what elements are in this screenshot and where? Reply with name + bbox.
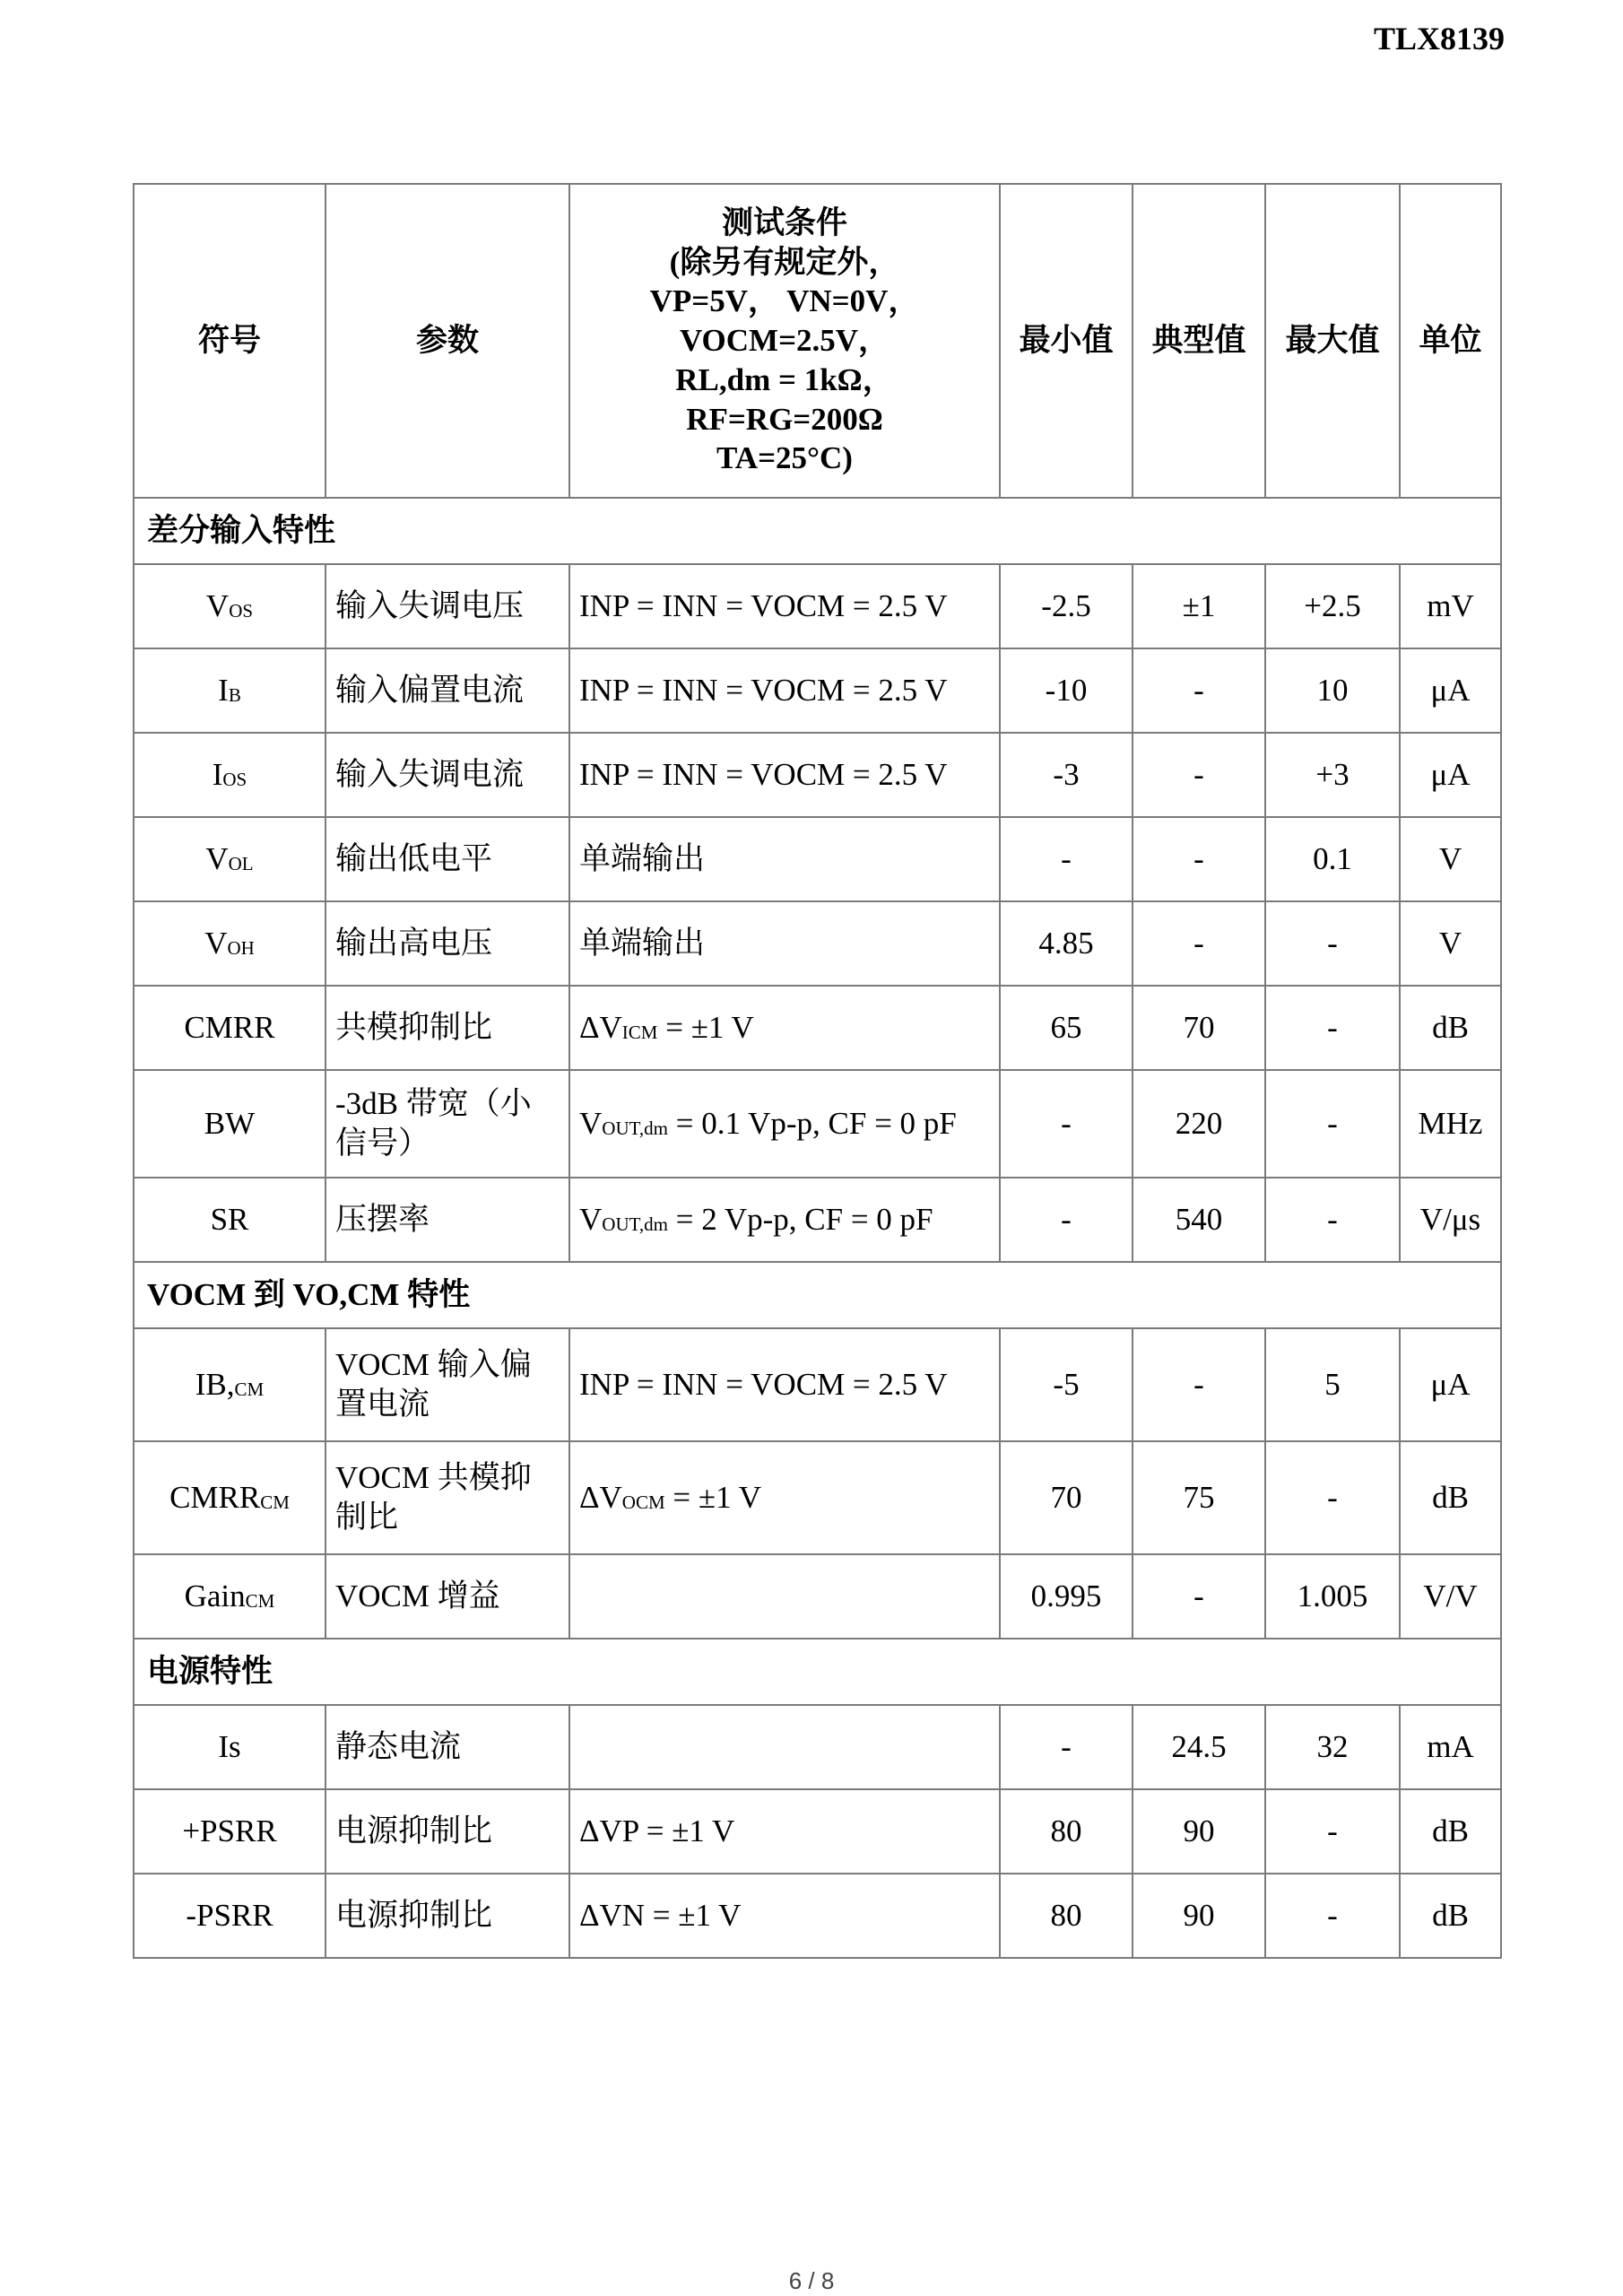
- header-min: 最小值: [1000, 184, 1133, 498]
- symbol-text: -PSRR: [186, 1898, 273, 1934]
- unit-cell: mA: [1400, 1705, 1501, 1789]
- min-cell: -: [1000, 1178, 1133, 1262]
- condition-text: = ±1 V: [664, 1480, 761, 1516]
- typ-cell: -: [1133, 1328, 1265, 1441]
- typ-cell: -: [1133, 1554, 1265, 1639]
- symbol-cell: [134, 733, 325, 817]
- table-row: [134, 1874, 1501, 1958]
- typ-cell: 220: [1133, 1070, 1265, 1178]
- table-row: [134, 986, 1501, 1070]
- unit-cell: dB: [1400, 1789, 1501, 1874]
- cond-line: RF=RG=200Ω: [686, 401, 883, 437]
- typ-cell: -: [1133, 733, 1265, 817]
- param-cell: 输出高电压: [325, 901, 569, 986]
- section-row: [134, 498, 1501, 564]
- condition-subscript: OUT,dm: [602, 1118, 668, 1140]
- table-row: [134, 648, 1501, 733]
- spec-table: [133, 183, 1502, 1959]
- symbol-text: SR: [210, 1202, 249, 1238]
- symbol-cell: [134, 1874, 325, 1958]
- symbol-cell: [134, 817, 325, 901]
- section-title: 差分输入特性: [134, 498, 1501, 564]
- header-max: 最大值: [1265, 184, 1400, 498]
- condition-text: ΔV: [579, 1480, 622, 1516]
- max-cell: 0.1: [1265, 817, 1400, 901]
- min-cell: -10: [1000, 648, 1133, 733]
- unit-cell: dB: [1400, 1441, 1501, 1554]
- condition-cell: 单端输出: [569, 817, 1000, 901]
- table-row: [134, 564, 1501, 648]
- condition-subscript: ICM: [621, 1022, 658, 1044]
- condition-cell: INP = INN = VOCM = 2.5 V: [569, 648, 1000, 733]
- typ-cell: 540: [1133, 1178, 1265, 1262]
- table-row: [134, 1178, 1501, 1262]
- param-cell: 电源抑制比: [325, 1874, 569, 1958]
- symbol-text: Gain: [184, 1578, 246, 1614]
- cond-line: VOCM=2.5V，: [679, 323, 890, 359]
- table-row: [134, 1789, 1501, 1874]
- unit-cell: μA: [1400, 1328, 1501, 1441]
- symbol-cell: [134, 1441, 325, 1554]
- section-row: [134, 1262, 1501, 1328]
- condition-cell: [569, 1705, 1000, 1789]
- typ-cell: 75: [1133, 1441, 1265, 1554]
- cond-line: 测试条件: [721, 204, 847, 240]
- symbol-cell: [134, 1328, 325, 1441]
- symbol-subscript: CM: [260, 1492, 290, 1514]
- condition-cell: [569, 986, 1000, 1070]
- symbol-text: I: [212, 757, 223, 793]
- cond-line: (除另有规定外，: [669, 244, 900, 280]
- max-cell: -: [1265, 1070, 1400, 1178]
- typ-cell: 90: [1133, 1789, 1265, 1874]
- symbol-text: Is: [218, 1729, 241, 1765]
- section-title: VOCM 到 VO,CM 特性: [134, 1262, 1501, 1328]
- max-cell: 10: [1265, 648, 1400, 733]
- min-cell: -5: [1000, 1328, 1133, 1441]
- condition-cell: [569, 1178, 1000, 1262]
- max-cell: 32: [1265, 1705, 1400, 1789]
- param-cell: -3dB 带宽（小信号）: [325, 1070, 569, 1178]
- min-cell: 0.995: [1000, 1554, 1133, 1639]
- param-cell: 输入偏置电流: [325, 648, 569, 733]
- unit-cell: dB: [1400, 986, 1501, 1070]
- param-cell: VOCM 输入偏置电流: [325, 1328, 569, 1441]
- unit-cell: MHz: [1400, 1070, 1501, 1178]
- condition-cell: INP = INN = VOCM = 2.5 V: [569, 733, 1000, 817]
- symbol-text: +PSRR: [182, 1813, 277, 1849]
- min-cell: -: [1000, 817, 1133, 901]
- param-cell: 静态电流: [325, 1705, 569, 1789]
- unit-cell: mV: [1400, 564, 1501, 648]
- max-cell: 1.005: [1265, 1554, 1400, 1639]
- table-row: [134, 733, 1501, 817]
- table-row: [134, 1070, 1501, 1178]
- header-typ: 典型值: [1133, 184, 1265, 498]
- condition-cell: INP = INN = VOCM = 2.5 V: [569, 564, 1000, 648]
- symbol-text: V: [205, 841, 229, 877]
- max-cell: -: [1265, 901, 1400, 986]
- condition-cell: [569, 1070, 1000, 1178]
- unit-cell: μA: [1400, 733, 1501, 817]
- symbol-cell: [134, 901, 325, 986]
- param-cell: VOCM 增益: [325, 1554, 569, 1639]
- table-row: [134, 1554, 1501, 1639]
- max-cell: -: [1265, 1874, 1400, 1958]
- symbol-cell: [134, 1789, 325, 1874]
- typ-cell: 24.5: [1133, 1705, 1265, 1789]
- unit-cell: V: [1400, 817, 1501, 901]
- param-cell: 输出低电平: [325, 817, 569, 901]
- symbol-cell: [134, 1705, 325, 1789]
- table-row: [134, 1328, 1501, 1441]
- symbol-text: BW: [204, 1106, 256, 1142]
- condition-cell: ΔVP = ±1 V: [569, 1789, 1000, 1874]
- header-test-conditions: [569, 184, 1000, 498]
- header-row: [134, 184, 1501, 498]
- symbol-cell: [134, 648, 325, 733]
- param-cell: 共模抑制比: [325, 986, 569, 1070]
- symbol-subscript: OS: [222, 769, 247, 791]
- typ-cell: ±1: [1133, 564, 1265, 648]
- table-row: [134, 901, 1501, 986]
- min-cell: 4.85: [1000, 901, 1133, 986]
- max-cell: +3: [1265, 733, 1400, 817]
- symbol-cell: [134, 1070, 325, 1178]
- min-cell: -2.5: [1000, 564, 1133, 648]
- param-cell: 输入失调电压: [325, 564, 569, 648]
- symbol-subscript: OH: [227, 937, 255, 960]
- condition-cell: ΔVN = ±1 V: [569, 1874, 1000, 1958]
- typ-cell: 90: [1133, 1874, 1265, 1958]
- symbol-subscript: B: [228, 684, 241, 707]
- typ-cell: 70: [1133, 986, 1265, 1070]
- unit-cell: V/μs: [1400, 1178, 1501, 1262]
- max-cell: -: [1265, 1789, 1400, 1874]
- table-row: [134, 817, 1501, 901]
- symbol-text: IB,: [195, 1367, 235, 1403]
- symbol-subscript: CM: [245, 1590, 275, 1613]
- table-row: [134, 1705, 1501, 1789]
- unit-cell: dB: [1400, 1874, 1501, 1958]
- param-cell: 压摆率: [325, 1178, 569, 1262]
- unit-cell: V/V: [1400, 1554, 1501, 1639]
- cond-line: VP=5V， VN=0V，: [649, 283, 920, 319]
- header-unit: 单位: [1400, 184, 1501, 498]
- condition-cell: [569, 1554, 1000, 1639]
- param-cell: 电源抑制比: [325, 1789, 569, 1874]
- document-code: TLX8139: [1373, 21, 1505, 57]
- symbol-subscript: CM: [234, 1378, 265, 1401]
- param-cell: 输入失调电流: [325, 733, 569, 817]
- condition-text: V: [579, 1202, 603, 1238]
- condition-text: = 2 Vp-p, CF = 0 pF: [667, 1202, 933, 1238]
- typ-cell: -: [1133, 901, 1265, 986]
- symbol-cell: [134, 1554, 325, 1639]
- symbol-subscript: OL: [228, 853, 254, 875]
- symbol-text: CMRR: [169, 1480, 261, 1516]
- typ-cell: -: [1133, 648, 1265, 733]
- min-cell: -: [1000, 1705, 1133, 1789]
- condition-subscript: OCM: [621, 1492, 665, 1514]
- condition-text: ΔV: [579, 1010, 622, 1046]
- symbol-subscript: OS: [229, 600, 254, 622]
- max-cell: -: [1265, 986, 1400, 1070]
- min-cell: 80: [1000, 1874, 1133, 1958]
- condition-cell: [569, 1441, 1000, 1554]
- condition-text: = ±1 V: [657, 1010, 754, 1046]
- min-cell: -: [1000, 1070, 1133, 1178]
- unit-cell: μA: [1400, 648, 1501, 733]
- section-row: [134, 1639, 1501, 1705]
- symbol-text: V: [205, 588, 230, 624]
- condition-text: = 0.1 Vp-p, CF = 0 pF: [667, 1106, 957, 1142]
- min-cell: 65: [1000, 986, 1133, 1070]
- max-cell: -: [1265, 1441, 1400, 1554]
- max-cell: +2.5: [1265, 564, 1400, 648]
- symbol-text: CMRR: [184, 1010, 275, 1046]
- unit-cell: V: [1400, 901, 1501, 986]
- header-param: 参数: [325, 184, 569, 498]
- typ-cell: -: [1133, 817, 1265, 901]
- section-title: 电源特性: [134, 1639, 1501, 1705]
- cond-line: RL,dm = 1kΩ，: [675, 361, 894, 397]
- page-number: 6 / 8: [788, 2267, 835, 2294]
- min-cell: -3: [1000, 733, 1133, 817]
- symbol-cell: [134, 986, 325, 1070]
- condition-cell: INP = INN = VOCM = 2.5 V: [569, 1328, 1000, 1441]
- symbol-text: I: [218, 673, 229, 709]
- condition-subscript: OUT,dm: [602, 1213, 668, 1236]
- cond-line: TA=25°C): [716, 440, 853, 476]
- symbol-cell: [134, 1178, 325, 1262]
- min-cell: 80: [1000, 1789, 1133, 1874]
- symbol-cell: [134, 564, 325, 648]
- param-cell: VOCM 共模抑制比: [325, 1441, 569, 1554]
- table-row: [134, 1441, 1501, 1554]
- header-symbol: 符号: [134, 184, 325, 498]
- symbol-text: V: [204, 926, 228, 961]
- min-cell: 70: [1000, 1441, 1133, 1554]
- condition-cell: 单端输出: [569, 901, 1000, 986]
- max-cell: -: [1265, 1178, 1400, 1262]
- max-cell: 5: [1265, 1328, 1400, 1441]
- condition-text: V: [579, 1106, 603, 1142]
